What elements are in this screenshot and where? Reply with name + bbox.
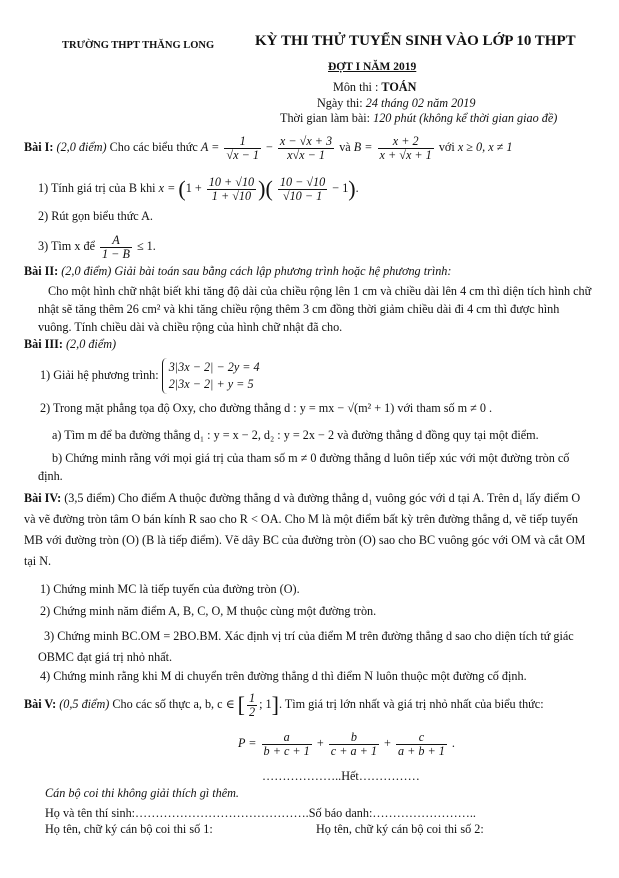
bai3-title: Bài III: (2,0 điểm)	[24, 337, 117, 351]
bai4-q3: 3) Chứng minh BC.OM = 2BO.BM. Xác định vị trí của điểm M trên đường thẳng d sao cho diện tích tứ giác OBMC đạt giá trị nhỏ nhất.	[38, 629, 574, 664]
candidate-name-line: Họ và tên thí sinh:…………………………………….Số báo danh:……………………..	[45, 806, 476, 820]
exam-title: KỲ THI THỬ TUYỂN SINH VÀO LỚP 10 THPT	[255, 33, 576, 49]
bai4-q4: 4) Chứng minh rằng khi M di chuyển trên đường thẳng d thì điểm N luôn thuộc một đường cố định.	[40, 669, 527, 683]
bai5-expression: P = $\frac{a}{b + c + 1}$ + $\frac{b}{c + a + 1}$ + $\frac{c}{a + b + 1}$ .	[238, 729, 455, 758]
proctor2-signature: Họ tên, chữ ký cán bộ coi thi số 2:	[316, 822, 484, 836]
bai3-q1: 1) Giải hệ phương trình: 3|3x − 2| − 2y = 4 2|3x − 2| + y = 5	[40, 358, 260, 394]
bai1-intro: Bài I: (2,0 điểm) Cho các biểu thức A = $\frac{1}{√x - 1}$ − $\frac{x - √x + 3}{x√x - 1}$ và B = $\frac{x + 2}{x + √x + 1}$ với x ≥ 0, x ≠ 1	[24, 133, 513, 162]
bai1-q1: 1) Tính giá trị của B khi x = (1 + $\frac{10 + √10}{1 + √10}$ )( $\frac{10 - √10}{√10 - 1}$ − 1).	[38, 174, 359, 203]
bai5-intro: Bài V: (0,5 điểm) Cho các số thực a, b, c ∈ [ $\frac{1}{2}$ ; 1]. Tìm giá trị lớn nhất và giá trị nhỏ nhất của biểu thức:	[24, 690, 544, 719]
bai1-q2: 2) Rút gọn biểu thức A.	[38, 209, 153, 223]
exam-round: ĐỢT I NĂM 2019	[328, 61, 417, 73]
bai4-q2: 2) Chứng minh năm điểm A, B, C, O, M thuộc cùng một đường tròn.	[40, 604, 377, 618]
subject-line: Môn thi : TOÁN	[333, 80, 417, 94]
end-marker: ………………..Hết……………	[262, 769, 420, 783]
proctor-note: Cán bộ coi thi không giải thích gì thêm.	[45, 786, 239, 800]
school-name: TRƯỜNG THPT THĂNG LONG	[62, 40, 215, 51]
bai4-intro: Bài IV: (3,5 điểm) Cho điểm A thuộc đường thẳng d và đường thẳng d₁ vuông góc với d tại A. Trên d₁ lấy điểm O và vẽ đường tròn tâm O bán kính R sao cho R < OA. Cho M là một điểm bất kỳ trên đường thẳng d, vẽ tiếp tuyến MB với đường tròn (O) (B là tiếp điểm). Vẽ dây BC của đường tròn (O) sao cho BC vuông góc với OM và cắt OM tại N.	[24, 491, 586, 568]
exam-date-line: Ngày thi: 24 tháng 02 năm 2019	[317, 96, 476, 110]
bai3-q2a: a) Tìm m để ba đường thẳng d₁ : y = x − 2, d₂ : y = 2x − 2 và đường thẳng d đồng quy tại một điểm.	[52, 428, 539, 442]
duration-line: Thời gian làm bài: 120 phút (không kể thời gian giao đề)	[280, 111, 558, 125]
bai3-q2b: b) Chứng minh rằng với mọi giá trị của tham số m ≠ 0 đường thẳng d luôn tiếp xúc với một đường tròn cố định.	[38, 451, 570, 483]
bai1-q3: 3) Tìm x để $\frac{A}{1 - B}$ ≤ 1.	[38, 232, 156, 261]
bai4-q1: 1) Chứng minh MC là tiếp tuyến của đường tròn (O).	[40, 582, 300, 596]
bai3-q2: 2) Trong mặt phẳng tọa độ Oxy, cho đường thẳng d : y = mx − √(m² + 1) với tham số m ≠ 0 .	[40, 401, 493, 415]
bai2-body: Cho một hình chữ nhật biết khi tăng độ dài của chiều rộng lên 1 cm và chiều dài lên 4 cm thì diện tích hình chữ nhật sẽ tăng thêm 26 cm² và khi tăng chiều rộng thêm 3 cm đồng thời giảm chiều dài đi 4 cm thì được hình vuông. Tính chiều dài và chiều rộng của hình chữ nhật đã cho.	[38, 284, 592, 334]
proctor1-signature: Họ tên, chữ ký cán bộ coi thi số 1:	[45, 822, 213, 836]
bai2-title: Bài II: (2,0 điểm) Giải bài toán sau bằng cách lập phương trình hoặc hệ phương trình:	[24, 264, 452, 278]
